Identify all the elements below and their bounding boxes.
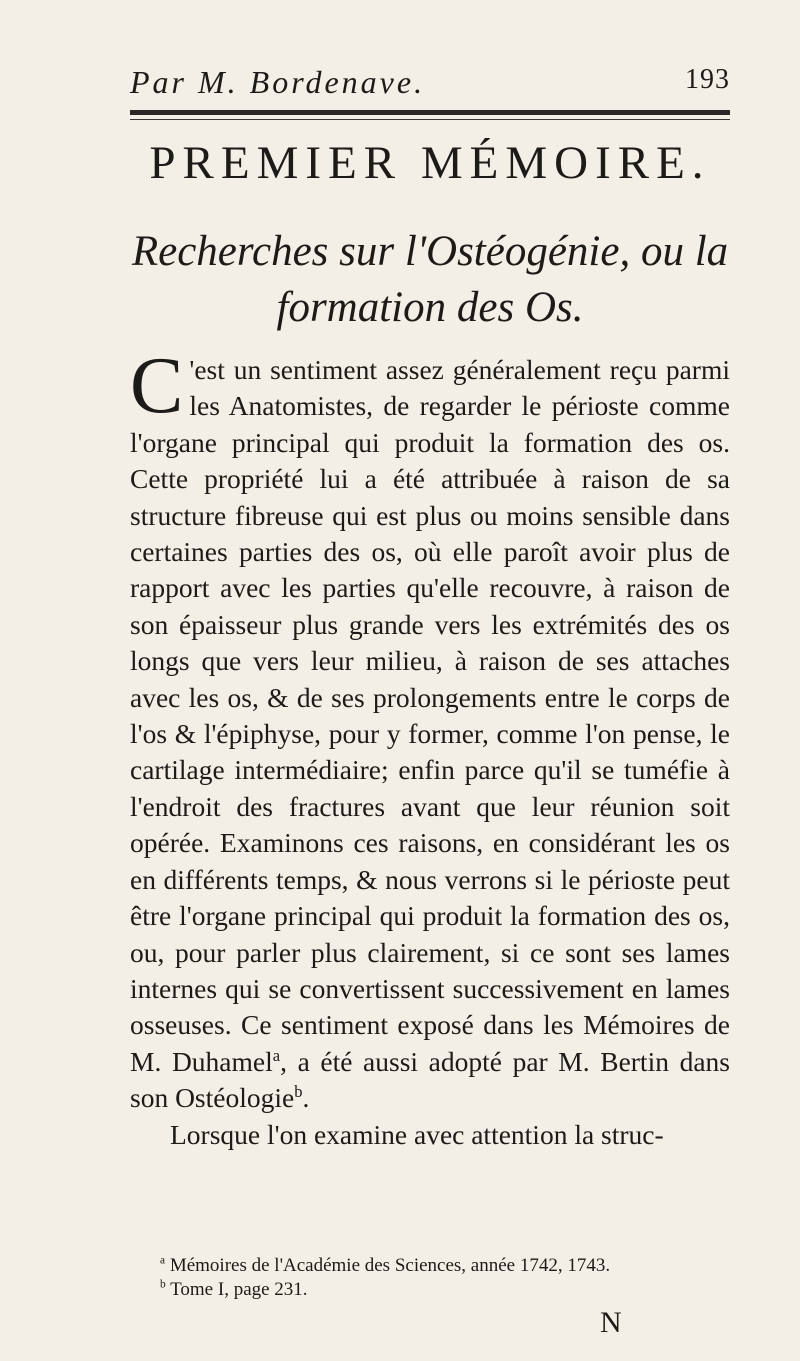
paragraph-1-text-b: , a été aussi adopté par M. Bertin dans son Ostéologie — [130, 1045, 730, 1114]
footnote-a-text: Mémoires de l'Académie des Sciences, année 1742, 1743. — [169, 1255, 611, 1276]
header-rule-thin — [130, 119, 730, 120]
footnote-a-marker: a — [160, 1254, 166, 1267]
running-head — [130, 64, 730, 104]
footnote-a — [160, 1254, 730, 1278]
drop-cap: C — [130, 342, 184, 430]
signature-mark: N — [600, 1306, 622, 1339]
paragraph-2: Lorsque l'on examine avec attention la struc- — [170, 1118, 664, 1150]
footnote-b-text: Tome I, page 231. — [170, 1279, 308, 1300]
footnote-b — [160, 1278, 730, 1302]
paragraph-1 — [130, 342, 730, 1117]
running-head-author: Par M. Bordenave. — [130, 64, 426, 100]
paragraph-1-end: . — [302, 1082, 310, 1114]
footnote-b-marker: b — [160, 1278, 166, 1291]
paragraph-1-text: 'est un sentiment assez généralement reçu parmi les Anatomistes, de regarder le périoste comme l'organe principal qui produit la formation des os. Cette propriété lui a été attribuée à raison de sa structure fibreuse qui est plus ou moins sensible dans certaines parties des os, où elle paroît avoir plus de rapport avec les parties qu'elle recouvre, à raison de son épaisseur plus grande vers les extrémités des os longs que vers leur milieu, à raison de ses attaches avec les os, & de ses prolongements entre le corps de l'os & l'épiphyse, pour y former, comme l'on pense, le cartilage intermédiaire; enfin parce qu'il se tuméfie à l'endroit des fractures avant que leur réunion soit opérée. Examinons ces raisons, en considérant les os en différents temps, & nous verrons si le périoste peut être l'organe principal qui produit la formation des os, ou, pour parler plus clairement, si ce sont ses lames internes qui se convertissent successivement en lames osseuses. Ce sentiment exposé dans les Mémoires de M. Duhamel — [130, 354, 730, 1077]
body-text — [130, 342, 730, 1153]
page-title: PREMIER MÉMOIRE. — [149, 137, 711, 189]
page-subtitle: Recherches sur l'Ostéogénie, ou la formation des Os. — [131, 228, 729, 331]
footnotes — [160, 1254, 730, 1302]
footnote-ref-b: b — [294, 1081, 303, 1101]
footnote-ref-a: a — [272, 1045, 281, 1065]
page-number: 193 — [685, 64, 730, 95]
header-rule-thick — [130, 110, 730, 115]
